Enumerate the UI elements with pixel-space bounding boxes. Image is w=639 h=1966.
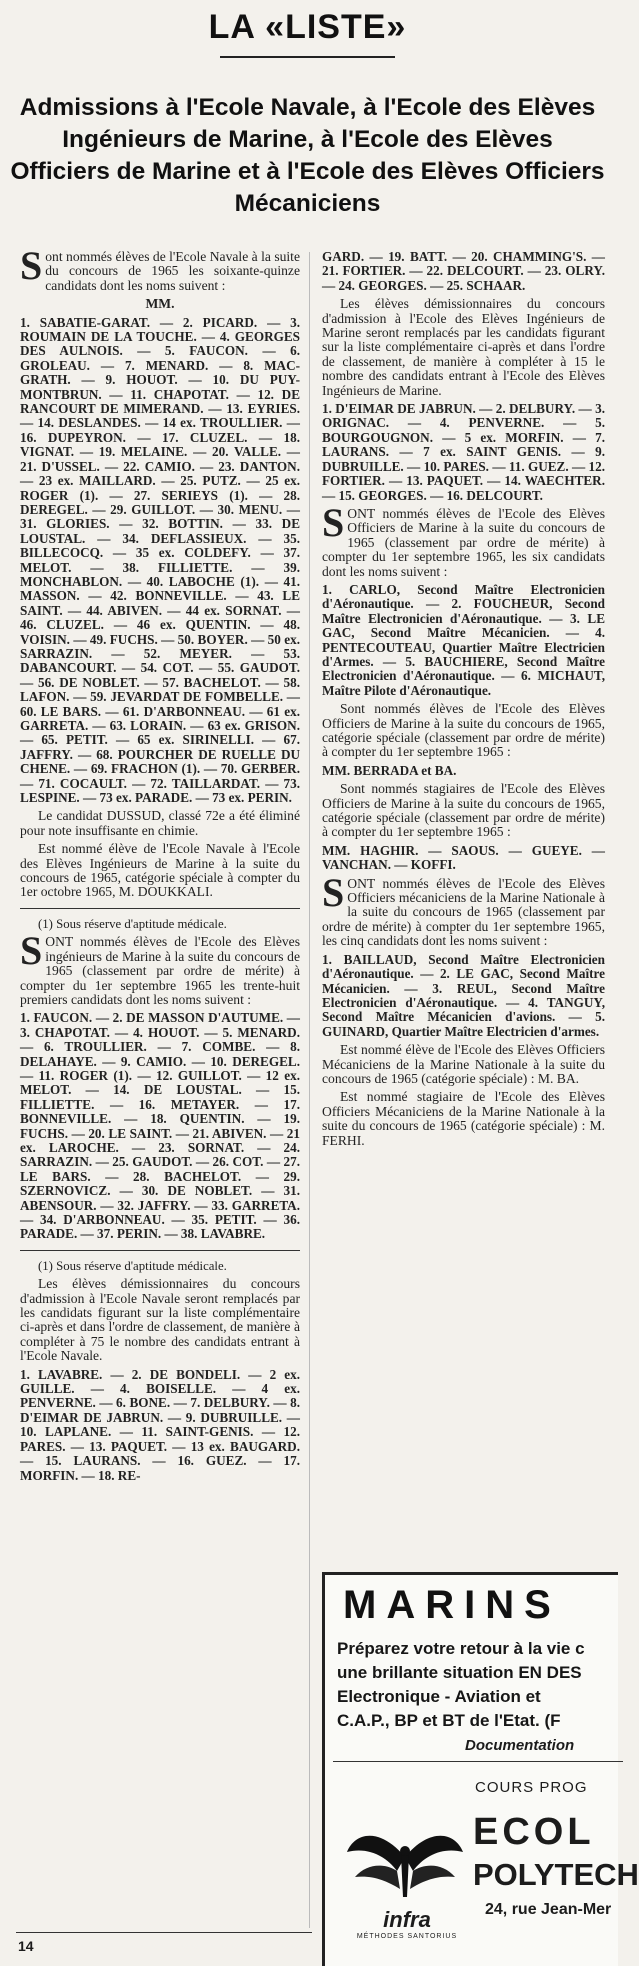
ad-line: Préparez votre retour à la vie c xyxy=(337,1639,585,1658)
mecaniciens-intro: SONT nommés élèves de l'Ecole des Elèves Officiers mécaniciens de la Marine Nationale à la suite du concours de 1965 (classement par ordre de mérite) à compter du 1er septembre 1965, les cinq candidats dont les noms suivent : xyxy=(322,869,605,949)
footnote-2: (1) Sous réserve d'aptitude médicale. xyxy=(38,1258,227,1273)
ingenieurs-names: 1. FAUCON. — 2. DE MASSON D'AUTUME. — 3. CHAPOTAT. — 4. HOUOT. — 5. MENARD. — 6. TROULLIER. — 7. COMBE. — 8. DELAHAYE. — 9. CAMIO. — 10. DEREGEL. — 11. ROGER (1). — 12. GUILLOT. — 12 ex. MELOT. — 14. DE LOUSTAL. — 15. FILLIETTE. — 16. METAYER. — 17. BONNEVILLE. — 18. QUENTIN. — 19. FUCHS. — 20. LE SAINT. — 21. ABIVEN. — 21 ex. LAROCHE. — 23. SORNAT. — 24. SARRAZIN. — 25. GAUDOT. — 26. COT. — 27. LE BARS. — 28. BACHELOT. — 29. SZERNOVICZ. — 30. DE NOBLET. — 31. ABENSOUR. — 32. JAFFRY. — 33. GARRETA. — 34. D'ARBONNEAU. — 35. PETIT. — 36. PARADE. — 37. PERIN. — 38. LAVABRE. xyxy=(20,1010,300,1242)
ad-lines xyxy=(337,1637,637,1733)
page-header-title: LA «LISTE» xyxy=(208,8,407,46)
officiers-marine-names: 1. CARLO, Second Maître Electronicien d'Aéronautique. — 2. FOUCHEUR, Second Maître Electronicien d'Aéronautique. — 3. LE GAC, Second Maître Mécanicien. — 4. PENTECOUTEAU, Quartier Maître Electricien d'Armes. — 5. BAUCHIERE, Second Maître Electronicien d'Aéronautique. — 6. MICHAUT, Maître Pilote d'Aéronautique. xyxy=(322,581,605,698)
ad-address: 24, rue Jean-Mer xyxy=(485,1901,612,1918)
doukkali-paragraph: Est nommé élève de l'Ecole Navale à l'Ecole des Elèves Ingénieurs de Marine à la suite du concours de 1965, catégorie spéciale à compter du 1er octobre 1965, M. DOUKKALI. xyxy=(20,841,300,900)
separator xyxy=(20,1250,300,1251)
ecole-navale-names: 1. SABATIE-GARAT. — 2. PICARD. — 3. ROUMAIN DE LA TOUCHE. — 4. GEORGES DES AULNOIS. — 5. FAUCON. — 6. GROLEAU. — 7. MENARD. — 8. MAC-GRATH. — 9. HOUOT. — 10. DU PUY-MONTBRUN. — 11. CHAPOTAT. — 12. DE RANCOURT DE MIMERAND. — 13. EYRIES. — 14. DESLANDES. — 14 ex. TROULLIER. — 16. DUPEYRON. — 17. CLUZEL. — 18. VIGNAT. — 19. MELAINE. — 20. VALLE. — 21. D'USSEL. — 22. CAMIO. — 23. DANTON. — 23 ex. MAILLARD. — 25. PUTZ. — 25 ex. ROGER (1). — 27. SERIEYS (1). — 28. DEREGEL. — 29. GUILLOT. — 30. MENU. — 31. GLORIES. — 32. BOTTIN. — 33. DE LOUSTAL. — 34. DEFLASSIEUX. — 35. BILLECOCQ. — 35 ex. COLDEFY. — 37. MELOT. — 38. FILLIETTE. — 39. MONCHABLON. — 40. LABOCHE (1). — 41. MASSON. — 42. BONNEVILLE. — 43. LE SAINT. — 44. ABIVEN. — 44 ex. SORNAT. — 46. CLUZEL. — 46 ex. QUENTIN. — 48. VOISIN. — 49. FUCHS. — 50. BOYER. — 50 ex. SARRAZIN. — 52. MEYER. — 53. DABANCOURT. — 54. COT. — 55. GAUDOT. — 56. DE NOBLET. — 57. BACHELOT. — 58. LAFON. — 59. JEVARDAT DE FOMBELLE. — 60. LE BARS. — 61. D'ARBONNEAU. — 61 ex. GARRETA. — 63. LORAIN. — 63 ex. GRISON. — 65. PETIT. — 65 ex. SIRINELLI. — 67. JAFFRY. — 68. POURCHER DE RUELLE DU CHENE. — 69. FRACHON (1). — 70. GERBER. — 71. COCAULT. — 72. TAILLARDAT. — 73. LESPINE. — 73 ex. PARADE. — 73 ex. PERIN. xyxy=(20,314,300,806)
officiers-speciale-intro: Sont nommés élèves de l'Ecole des Elèves Officiers de Marine à la suite du concours de 1965, catégorie spéciale (classement par ordre de mérite) à compter du 1er septembre 1965 : xyxy=(322,701,605,760)
ad-cours: COURS PROG xyxy=(475,1779,588,1796)
footnote-1: (1) Sous réserve d'aptitude médicale. xyxy=(38,916,227,931)
ad-logo-subtitle: MÉTHODES SANTORIUS xyxy=(356,1933,458,1940)
stagiaires-intro: Sont nommés stagiaires de l'Ecole des Elèves Officiers de Marine à la suite du concours de 1965, catégorie spéciale (classement par ordre de mérite) à compter du 1er septembre 1965 : xyxy=(322,781,605,840)
officiers-marine-intro: SONT nommés élèves de l'Ecole des Elèves Officiers de Marine à la suite du concours de 1965 (classement par ordre de mérite) à compter du 1er septembre 1965, les six candidats dont les noms suivent : xyxy=(322,499,605,579)
officiers-speciale-names: MM. BERRADA et BA. xyxy=(322,762,457,778)
ad-title: MARINS xyxy=(343,1583,561,1627)
left-column xyxy=(20,243,300,1930)
ad-documentation: Documentation xyxy=(465,1737,575,1754)
header-rule xyxy=(220,56,395,58)
stagiaires-names: MM. HAGHIR. — SAOUS. — GUEYE. — VANCHAN. — KOFFI. xyxy=(322,842,605,873)
footer-rule xyxy=(16,1932,312,1933)
dussud-note: Le candidat DUSSUD, classé 72e a été éliminé pour note insuffisante en chimie. xyxy=(20,808,300,838)
advertisement xyxy=(322,1572,639,1966)
ad-line: une brillante situation EN DES xyxy=(337,1663,582,1682)
ad-line: Electronique - Aviation et xyxy=(337,1687,541,1706)
ecole-navale-mm: MM. xyxy=(145,296,175,312)
mecaniciens-speciale: Est nommé élève de l'Ecole des Elèves Officiers Mécaniciens de la Marine Nationale à la suite du concours de 1965 (catégorie spéciale) : M. BA. xyxy=(322,1042,605,1086)
ad-line: C.A.P., BP et BT de l'Etat. (F xyxy=(337,1711,561,1730)
column-divider xyxy=(309,252,310,1928)
ad-ecole: ECOL xyxy=(473,1811,595,1853)
ingenieurs-complement-names: 1. D'EIMAR DE JABRUN. — 2. DELBURY. — 3. ORIGNAC. — 4. PENVERNE. — 5. BOURGOUGNON. — 5 ex. MORFIN. — 7. LAURANS. — 7 ex. SAINT GENIS. — 9. DUBRUILLE. — 10. PARES. — 11. GUEZ. — 12. FORTIER. — 13. PAQUET. — 14. WAECHTER. — 15. GEORGES. — 16. DELCOURT. xyxy=(322,401,605,503)
navale-complement-intro: Les élèves démissionnaires du concours d'admission à l'Ecole Navale seront remplacés par les candidats figurant sur la liste complémentaire ci-après et dans l'ordre de classement, de manière à compléter à 75 le nombre des candidats entrant à l'Ecole Navale. xyxy=(20,1276,300,1364)
ingenieurs-complement-intro: Les élèves démissionnaires du concours d'admission à l'Ecole des Elèves Ingénieurs de Marine seront remplacés par les candidats figurant sur la liste complémentaire ci-après et dans l'ordre de classement, de manière à compléter à 15 le nombre des candidats entrant à l'Ecole des Elèves Ingénieurs de Marine. xyxy=(322,296,605,398)
navale-complement-names: 1. LAVABRE. — 2. DE BONDELI. — 2 ex. GUILLE. — 4. BOISELLE. — 4 ex. PENVERNE. — 6. BONE. — 7. DELBURY. — 8. D'EIMAR DE JABRUN. — 9. DUBRUILLE. — 10. LAPLANE. — 11. SAINT-GENIS. — 12. PARES. — 13. PAQUET. — 13 ex. BAUGARD. — 15. LAURANS. — 16. GUEZ. — 17. MORFIN. — 18. RE- xyxy=(20,1366,300,1483)
ecole-navale-intro: Sont nommés élèves de l'Ecole Navale à la suite du concours de 1965 les soixante-quinze candidats dont les noms suivent : xyxy=(20,243,300,293)
right-column xyxy=(322,250,605,1548)
separator xyxy=(20,908,300,909)
ad-polytech: POLYTECH xyxy=(473,1857,639,1892)
page-number: 14 xyxy=(18,1938,34,1954)
mecaniciens-stagiaire: Est nommé stagiaire de l'Ecole des Elèves Officiers Mécaniciens de la Marine Nationale à la suite du concours de 1965 (catégorie spéciale) : M. FERHI. xyxy=(322,1089,605,1148)
ad-logo-name: infra xyxy=(383,1907,431,1932)
ad-rule xyxy=(333,1761,623,1762)
article-title: Admissions à l'Ecole Navale, à l'Ecole des Elèves Ingénieurs de Marine, à l'Ecole des Elèves Officiers de Marine et à l'Ecole des Elèves Officiers Mécaniciens xyxy=(10,94,605,217)
navale-complement-continued: GARD. — 19. BATT. — 20. CHAMMING'S. — 21. FORTIER. — 22. DELCOURT. — 23. OLRY. — 24. GEORGES. — 25. SCHAAR. xyxy=(322,249,605,293)
ingenieurs-intro: SONT nommés élèves de l'Ecole des Elèves ingénieurs de Marine à la suite du concours de 1965 (classement par ordre de mérite) à compter du 1er septembre 1965 les trente-huit premiers candidats dont les noms suivent : xyxy=(20,928,300,1007)
mecaniciens-names: 1. BAILLAUD, Second Maître Electronicien d'Aéronautique. — 2. LE GAC, Second Maître Mécanicien. — 3. REUL, Second Maître Electronicien d'Aéronautique. — 4. TANGUY, Second Maître Mécanicien d'avions. — 5. GUINARD, Quartier Maître Electricien d'armes. xyxy=(322,951,605,1039)
